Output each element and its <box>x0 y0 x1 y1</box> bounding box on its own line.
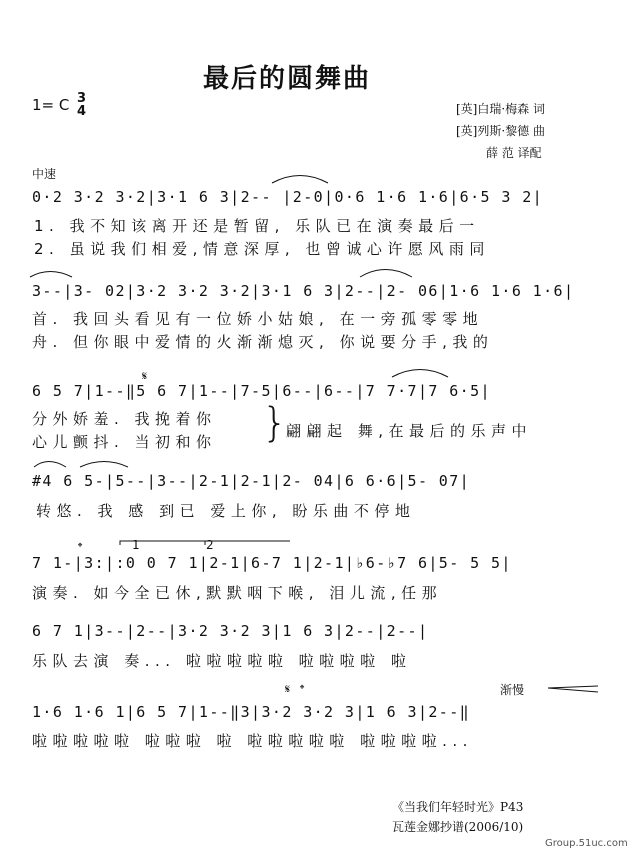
notation-line-7: 1·6 1·6 1|6 5 7|1--‖3|3·2 3·2 3|1 6 3|2--‖ <box>32 703 471 721</box>
coda-icon: 𝄌 <box>300 682 305 696</box>
notation-line-1: 0·2 3·2 3·2|3·1 6 3|2-- |2-0|0·6 1·6 1·6|6·5 3 2| <box>32 188 544 206</box>
lyric-shared-line-3: 翩翩起 舞,在最后的乐声中 <box>286 422 533 440</box>
lyric-verse2-line-1: 2. 虽说我们相爱,情意深厚, 也曾诚心许愿风雨同 <box>34 240 490 258</box>
coda-icon: 𝄌 <box>78 540 83 554</box>
tie-arc <box>392 370 448 378</box>
composer-credit: [英]列斯·黎德 曲 <box>456 124 545 138</box>
notation-line-4: #4 6 5-|5--|3--|2-1|2-1|2- 04|6 6·6|5- 07| <box>32 472 471 490</box>
lyric-line-6: 乐队去演 奏... 啦啦啦啦啦 啦啦啦啦 啦 <box>32 652 412 670</box>
song-title: 最后的圆舞曲 <box>203 64 372 94</box>
lyric-line-5: 演奏. 如今全已休,默默咽下喉, 泪儿流,任那 <box>32 584 443 602</box>
time-sig-bottom: 4 <box>77 104 87 119</box>
lyricist-credit: [英]白瑞·梅森 词 <box>456 102 545 116</box>
tie-arc <box>34 462 66 468</box>
transcriber-note: 瓦莲金娜抄谱(2006/10) <box>392 820 524 834</box>
volta-2-number: 2 <box>206 538 214 552</box>
notation-line-5: 7 1-|3:|:0 0 7 1|2-1|6-7 1|2-1|♭6-♭7 6|5- 5 5| <box>32 554 512 572</box>
notation-line-2: 3--|3- 02|3·2 3·2 3·2|3·1 6 3|2--|2- 06|1·6 1·6 1·6| <box>32 282 575 300</box>
lyric-verse2-line-3: 心儿颤抖. 当初和你 <box>32 433 217 451</box>
tie-arc <box>80 462 128 468</box>
tie-arc <box>272 176 328 184</box>
lyric-line-7: 啦啦啦啦啦 啦啦啦 啦 啦啦啦啦啦 啦啦啦啦... <box>32 732 473 750</box>
lyric-verse1-line-3: 分外娇羞. 我挽着你 <box>32 410 217 428</box>
lyric-verse2-line-2: 舟. 但你眼中爱情的火渐渐熄灭, 你说要分手,我的 <box>32 333 494 351</box>
ritardando-marking: 渐慢 <box>500 683 525 697</box>
lyric-verse1-line-1: 1. 我不知该离开还是暂留, 乐队已在演奏最后一 <box>34 217 480 235</box>
time-sig-top: 3 <box>77 91 87 106</box>
verse-brace: } <box>262 400 288 446</box>
translator-credit: 薛 范 译配 <box>486 146 542 160</box>
key-signature: 1= C <box>32 96 70 114</box>
tie-arc <box>30 272 72 278</box>
watermark-text: Group.51uc.com <box>545 838 628 849</box>
segno-icon: 𝄋 <box>142 369 148 383</box>
volta-2-bracket <box>205 541 290 545</box>
notation-line-6: 6 7 1|3--|2--|3·2 3·2 3|1 6 3|2--|2--| <box>32 622 429 640</box>
volta-1-bracket <box>120 541 205 545</box>
source-note: 《当我们年轻时光》P43 <box>392 800 524 814</box>
notation-line-3: 6 5 7|1--‖5 6 7|1--|7-5|6--|6--|7 7·7|7 6·5| <box>32 382 491 400</box>
segno-icon: 𝄋 <box>285 682 291 696</box>
ritardando-hairpin <box>548 686 598 692</box>
tie-arc <box>360 270 412 278</box>
lyric-line-4: 转悠. 我 感 到已 爱上你, 盼乐曲不停地 <box>36 502 416 520</box>
lyric-verse1-line-2: 首. 我回头看见有一位娇小姑娘, 在一旁孤零零地 <box>32 310 484 328</box>
volta-1-number: 1 <box>132 538 140 552</box>
tempo-marking: 中速 <box>32 167 57 181</box>
